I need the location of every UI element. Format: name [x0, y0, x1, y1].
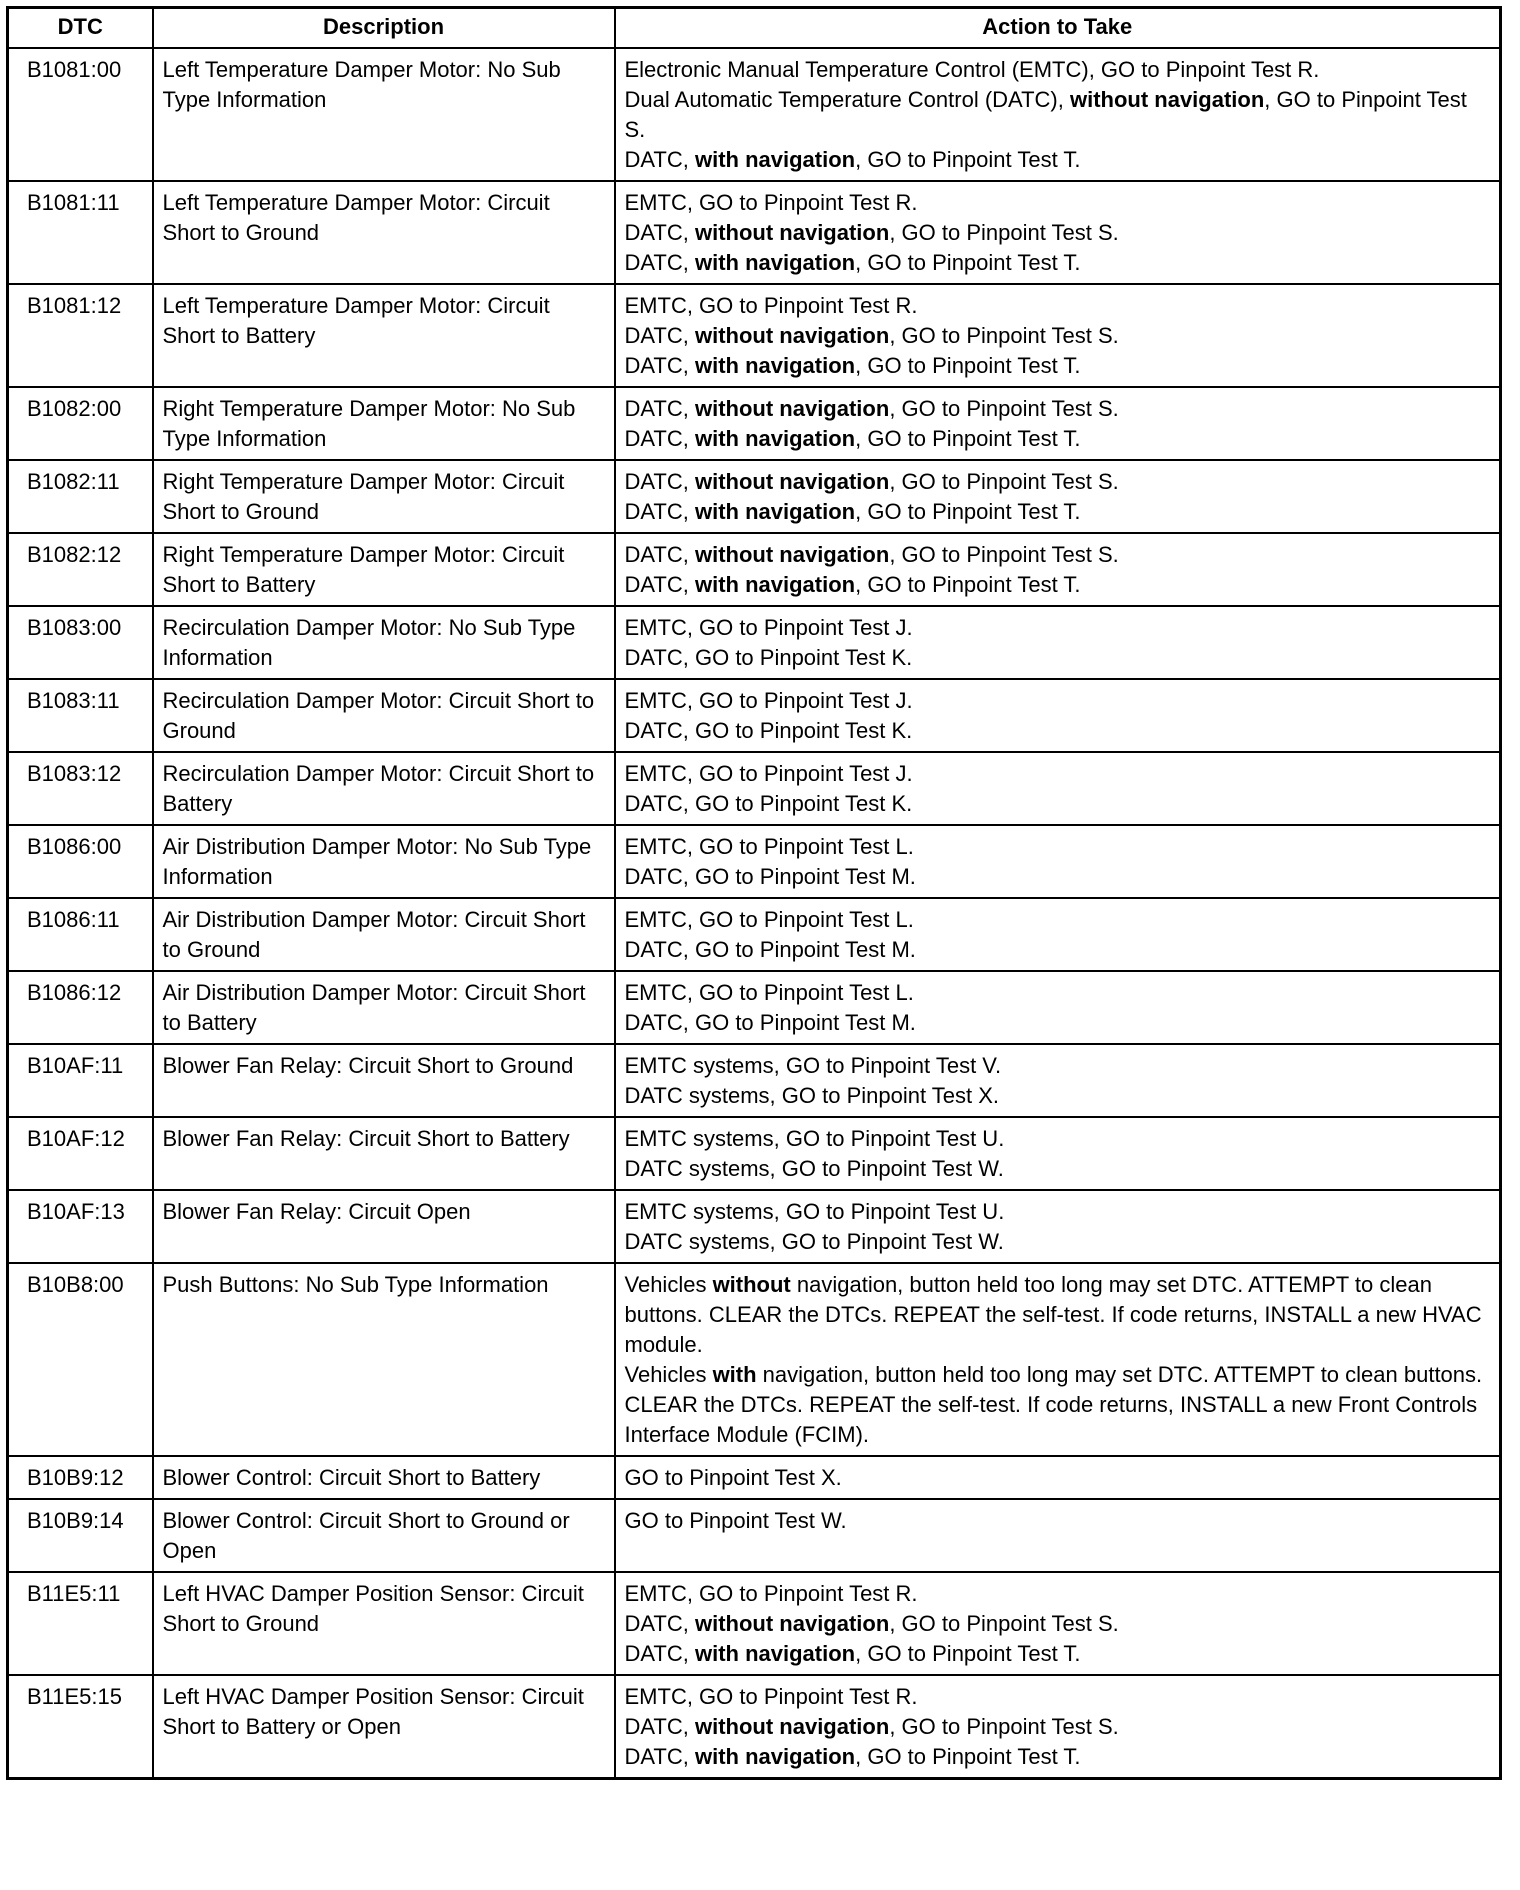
- table-row: [8, 971, 1501, 1044]
- action-text: DATC,: [624, 353, 695, 378]
- action-line: [625, 394, 1491, 424]
- action-emphasis: with navigation: [694, 1641, 856, 1666]
- action-line: [625, 145, 1491, 175]
- table-row: [8, 825, 1501, 898]
- action-cell: [615, 1263, 1501, 1456]
- action-cell: [615, 387, 1501, 460]
- action-cell: [615, 752, 1501, 825]
- description-cell: Blower Fan Relay: Circuit Open: [153, 1190, 615, 1263]
- action-line: [625, 1639, 1491, 1669]
- dtc-code-cell: B1083:12: [8, 752, 153, 825]
- action-line: [625, 1360, 1491, 1450]
- action-emphasis: with navigation: [694, 499, 856, 524]
- action-line: [625, 1227, 1491, 1257]
- action-text: DATC,: [624, 147, 695, 172]
- description-cell: Right Temperature Damper Motor: No Sub Type Information: [153, 387, 615, 460]
- action-emphasis: without navigation: [694, 323, 890, 348]
- description-cell: Right Temperature Damper Motor: Circuit Short to Ground: [153, 460, 615, 533]
- action-text: , GO to Pinpoint Test T.: [855, 499, 1081, 524]
- action-text: , GO to Pinpoint Test S.: [889, 469, 1119, 494]
- description-cell: Air Distribution Damper Motor: Circuit Short to Battery: [153, 971, 615, 1044]
- action-text: EMTC, GO to Pinpoint Test R.: [624, 1684, 918, 1709]
- action-emphasis: without navigation: [694, 542, 890, 567]
- action-text: EMTC, GO to Pinpoint Test R.: [624, 190, 918, 215]
- action-text: DATC, GO to Pinpoint Test K.: [624, 645, 913, 670]
- table-row: [8, 1117, 1501, 1190]
- action-cell: [615, 1456, 1501, 1499]
- action-line: [625, 1682, 1491, 1712]
- table-row: [8, 48, 1501, 181]
- action-text: DATC, GO to Pinpoint Test M.: [624, 937, 916, 962]
- action-emphasis: without: [712, 1272, 791, 1297]
- action-line: [625, 1124, 1491, 1154]
- action-line: [625, 1008, 1491, 1038]
- action-emphasis: without navigation: [694, 469, 890, 494]
- action-line: [625, 1463, 1491, 1493]
- action-text: DATC,: [624, 1744, 695, 1769]
- action-line: [625, 862, 1491, 892]
- description-cell: Left HVAC Damper Position Sensor: Circuit Short to Ground: [153, 1572, 615, 1675]
- description-cell: Right Temperature Damper Motor: Circuit Short to Battery: [153, 533, 615, 606]
- description-cell: Air Distribution Damper Motor: No Sub Type Information: [153, 825, 615, 898]
- action-text: DATC systems, GO to Pinpoint Test W.: [624, 1156, 1004, 1181]
- table-header-row: [8, 8, 1501, 49]
- table-row: [8, 1675, 1501, 1779]
- action-emphasis: with navigation: [694, 147, 856, 172]
- action-emphasis: with navigation: [694, 353, 856, 378]
- action-line: [625, 188, 1491, 218]
- table-row: [8, 679, 1501, 752]
- action-text: , GO to Pinpoint Test S.: [889, 1611, 1119, 1636]
- dtc-code-cell: B10B9:12: [8, 1456, 153, 1499]
- action-line: [625, 1712, 1491, 1742]
- action-cell: [615, 1675, 1501, 1779]
- header-dtc: DTC: [8, 8, 153, 49]
- description-cell: Blower Fan Relay: Circuit Short to Battery: [153, 1117, 615, 1190]
- description-cell: Recirculation Damper Motor: Circuit Short to Ground: [153, 679, 615, 752]
- dtc-code-cell: B1082:11: [8, 460, 153, 533]
- description-cell: Left Temperature Damper Motor: Circuit Short to Battery: [153, 284, 615, 387]
- action-line: [625, 1154, 1491, 1184]
- action-cell: [615, 606, 1501, 679]
- action-line: [625, 291, 1491, 321]
- action-text: EMTC, GO to Pinpoint Test L.: [624, 980, 914, 1005]
- action-cell: [615, 181, 1501, 284]
- dtc-code-cell: B11E5:11: [8, 1572, 153, 1675]
- action-text: EMTC, GO to Pinpoint Test J.: [624, 615, 913, 640]
- action-text: DATC,: [624, 323, 695, 348]
- action-line: [625, 1051, 1491, 1081]
- dtc-code-cell: B10AF:13: [8, 1190, 153, 1263]
- action-line: [625, 935, 1491, 965]
- action-line: [625, 686, 1491, 716]
- table-row: [8, 1263, 1501, 1456]
- action-text: DATC,: [624, 396, 695, 421]
- action-line: [625, 978, 1491, 1008]
- action-cell: [615, 898, 1501, 971]
- dtc-code-cell: B1081:11: [8, 181, 153, 284]
- table-body: [8, 48, 1501, 1779]
- action-emphasis: with navigation: [694, 250, 856, 275]
- action-text: DATC systems, GO to Pinpoint Test W.: [624, 1229, 1004, 1254]
- action-text: GO to Pinpoint Test W.: [624, 1508, 847, 1533]
- table-row: [8, 533, 1501, 606]
- action-line: [625, 85, 1491, 145]
- dtc-code-cell: B10AF:12: [8, 1117, 153, 1190]
- action-text: , GO to Pinpoint Test T.: [855, 1744, 1081, 1769]
- action-text: , GO to Pinpoint Test S.: [624, 87, 1467, 142]
- action-emphasis: with navigation: [694, 572, 856, 597]
- action-line: [625, 570, 1491, 600]
- dtc-code-cell: B1081:12: [8, 284, 153, 387]
- action-text: EMTC, GO to Pinpoint Test J.: [624, 688, 913, 713]
- action-text: DATC,: [624, 1714, 695, 1739]
- table-row: [8, 1456, 1501, 1499]
- action-text: , GO to Pinpoint Test S.: [889, 542, 1119, 567]
- action-text: EMTC, GO to Pinpoint Test L.: [624, 907, 914, 932]
- table-row: [8, 181, 1501, 284]
- action-text: EMTC systems, GO to Pinpoint Test V.: [624, 1053, 1002, 1078]
- action-line: [625, 1609, 1491, 1639]
- table-row: [8, 460, 1501, 533]
- action-emphasis: without navigation: [694, 1714, 890, 1739]
- action-cell: [615, 460, 1501, 533]
- table-row: [8, 898, 1501, 971]
- action-line: [625, 1506, 1491, 1536]
- table-row: [8, 387, 1501, 460]
- action-text: DATC systems, GO to Pinpoint Test X.: [624, 1083, 1000, 1108]
- action-line: [625, 248, 1491, 278]
- action-cell: [615, 533, 1501, 606]
- action-text: DATC, GO to Pinpoint Test K.: [624, 791, 913, 816]
- description-cell: Blower Control: Circuit Short to Ground or Open: [153, 1499, 615, 1572]
- dtc-code-cell: B11E5:15: [8, 1675, 153, 1779]
- dtc-table: [6, 6, 1502, 1780]
- action-line: [625, 321, 1491, 351]
- action-text: , GO to Pinpoint Test T.: [855, 572, 1081, 597]
- action-text: DATC, GO to Pinpoint Test K.: [624, 718, 913, 743]
- dtc-table-container: [6, 6, 1499, 1780]
- action-line: [625, 905, 1491, 935]
- action-text: Vehicles: [624, 1272, 713, 1297]
- action-line: [625, 1081, 1491, 1111]
- description-cell: Left HVAC Damper Position Sensor: Circuit Short to Battery or Open: [153, 1675, 615, 1779]
- action-emphasis: without navigation: [694, 1611, 890, 1636]
- description-cell: Blower Fan Relay: Circuit Short to Ground: [153, 1044, 615, 1117]
- action-line: [625, 467, 1491, 497]
- action-line: [625, 716, 1491, 746]
- action-text: EMTC systems, GO to Pinpoint Test U.: [624, 1126, 1005, 1151]
- description-cell: Push Buttons: No Sub Type Information: [153, 1263, 615, 1456]
- action-emphasis: without navigation: [1069, 87, 1265, 112]
- action-text: , GO to Pinpoint Test S.: [889, 220, 1119, 245]
- action-text: DATC,: [624, 1611, 695, 1636]
- action-text: EMTC, GO to Pinpoint Test R.: [624, 1581, 918, 1606]
- dtc-code-cell: B1086:00: [8, 825, 153, 898]
- action-line: [625, 789, 1491, 819]
- action-line: [625, 1742, 1491, 1772]
- action-text: Vehicles: [624, 1362, 713, 1387]
- description-cell: Left Temperature Damper Motor: Circuit Short to Ground: [153, 181, 615, 284]
- action-cell: [615, 48, 1501, 181]
- action-line: [625, 759, 1491, 789]
- description-cell: Recirculation Damper Motor: No Sub Type Information: [153, 606, 615, 679]
- action-line: [625, 497, 1491, 527]
- action-text: , GO to Pinpoint Test T.: [855, 1641, 1081, 1666]
- action-text: DATC,: [624, 469, 695, 494]
- action-text: DATC, GO to Pinpoint Test M.: [624, 1010, 916, 1035]
- action-text: , GO to Pinpoint Test T.: [855, 250, 1081, 275]
- action-line: [625, 1579, 1491, 1609]
- action-line: [625, 1197, 1491, 1227]
- action-line: [625, 55, 1491, 85]
- description-cell: Left Temperature Damper Motor: No Sub Type Information: [153, 48, 615, 181]
- action-cell: [615, 284, 1501, 387]
- action-text: , GO to Pinpoint Test T.: [855, 353, 1081, 378]
- action-cell: [615, 825, 1501, 898]
- action-emphasis: with navigation: [694, 1744, 856, 1769]
- action-text: navigation, button held too long may set DTC. ATTEMPT to clean buttons. CLEAR the DTCs. REPEAT the self-test. If code returns, INSTALL a new Front Controls Interface Module (FCIM).: [624, 1362, 1483, 1447]
- action-text: Electronic Manual Temperature Control (EMTC), GO to Pinpoint Test R.: [624, 57, 1320, 82]
- description-cell: Air Distribution Damper Motor: Circuit Short to Ground: [153, 898, 615, 971]
- header-description: Description: [153, 8, 615, 49]
- action-line: [625, 1270, 1491, 1360]
- action-text: DATC,: [624, 250, 695, 275]
- action-text: DATC,: [624, 426, 695, 451]
- action-text: DATC,: [624, 1641, 695, 1666]
- action-cell: [615, 1190, 1501, 1263]
- action-text: EMTC systems, GO to Pinpoint Test U.: [624, 1199, 1005, 1224]
- action-emphasis: without navigation: [694, 220, 890, 245]
- dtc-code-cell: B1081:00: [8, 48, 153, 181]
- action-text: , GO to Pinpoint Test S.: [889, 323, 1119, 348]
- header-action: Action to Take: [615, 8, 1501, 49]
- dtc-code-cell: B1082:00: [8, 387, 153, 460]
- dtc-code-cell: B1082:12: [8, 533, 153, 606]
- dtc-code-cell: B1086:11: [8, 898, 153, 971]
- action-text: DATC,: [624, 499, 695, 524]
- action-text: EMTC, GO to Pinpoint Test R.: [624, 293, 918, 318]
- table-row: [8, 606, 1501, 679]
- action-text: , GO to Pinpoint Test T.: [855, 426, 1081, 451]
- dtc-code-cell: B1086:12: [8, 971, 153, 1044]
- table-row: [8, 284, 1501, 387]
- dtc-code-cell: B1083:00: [8, 606, 153, 679]
- action-emphasis: with: [712, 1362, 757, 1387]
- action-cell: [615, 679, 1501, 752]
- action-emphasis: with navigation: [694, 426, 856, 451]
- action-text: DATC,: [624, 572, 695, 597]
- action-text: , GO to Pinpoint Test S.: [889, 396, 1119, 421]
- action-cell: [615, 1117, 1501, 1190]
- action-cell: [615, 1499, 1501, 1572]
- dtc-code-cell: B1083:11: [8, 679, 153, 752]
- action-line: [625, 832, 1491, 862]
- table-row: [8, 1499, 1501, 1572]
- action-text: , GO to Pinpoint Test T.: [855, 147, 1081, 172]
- action-line: [625, 218, 1491, 248]
- action-text: , GO to Pinpoint Test S.: [889, 1714, 1119, 1739]
- action-line: [625, 613, 1491, 643]
- action-text: EMTC, GO to Pinpoint Test L.: [624, 834, 914, 859]
- action-line: [625, 643, 1491, 673]
- description-cell: Blower Control: Circuit Short to Battery: [153, 1456, 615, 1499]
- description-cell: Recirculation Damper Motor: Circuit Short to Battery: [153, 752, 615, 825]
- action-text: GO to Pinpoint Test X.: [624, 1465, 842, 1490]
- dtc-code-cell: B10B9:14: [8, 1499, 153, 1572]
- action-line: [625, 351, 1491, 381]
- action-line: [625, 540, 1491, 570]
- action-text: Dual Automatic Temperature Control (DATC),: [624, 87, 1070, 112]
- table-row: [8, 752, 1501, 825]
- action-line: [625, 424, 1491, 454]
- action-cell: [615, 1572, 1501, 1675]
- dtc-code-cell: B10B8:00: [8, 1263, 153, 1456]
- action-cell: [615, 971, 1501, 1044]
- table-row: [8, 1044, 1501, 1117]
- action-text: navigation, button held too long may set DTC. ATTEMPT to clean buttons. CLEAR the DTCs. REPEAT the self-test. If code returns, INSTALL a new HVAC module.: [624, 1272, 1482, 1357]
- table-row: [8, 1190, 1501, 1263]
- dtc-code-cell: B10AF:11: [8, 1044, 153, 1117]
- action-text: DATC, GO to Pinpoint Test M.: [624, 864, 916, 889]
- action-text: DATC,: [624, 220, 695, 245]
- action-cell: [615, 1044, 1501, 1117]
- action-text: DATC,: [624, 542, 695, 567]
- action-emphasis: without navigation: [694, 396, 890, 421]
- action-text: EMTC, GO to Pinpoint Test J.: [624, 761, 913, 786]
- table-row: [8, 1572, 1501, 1675]
